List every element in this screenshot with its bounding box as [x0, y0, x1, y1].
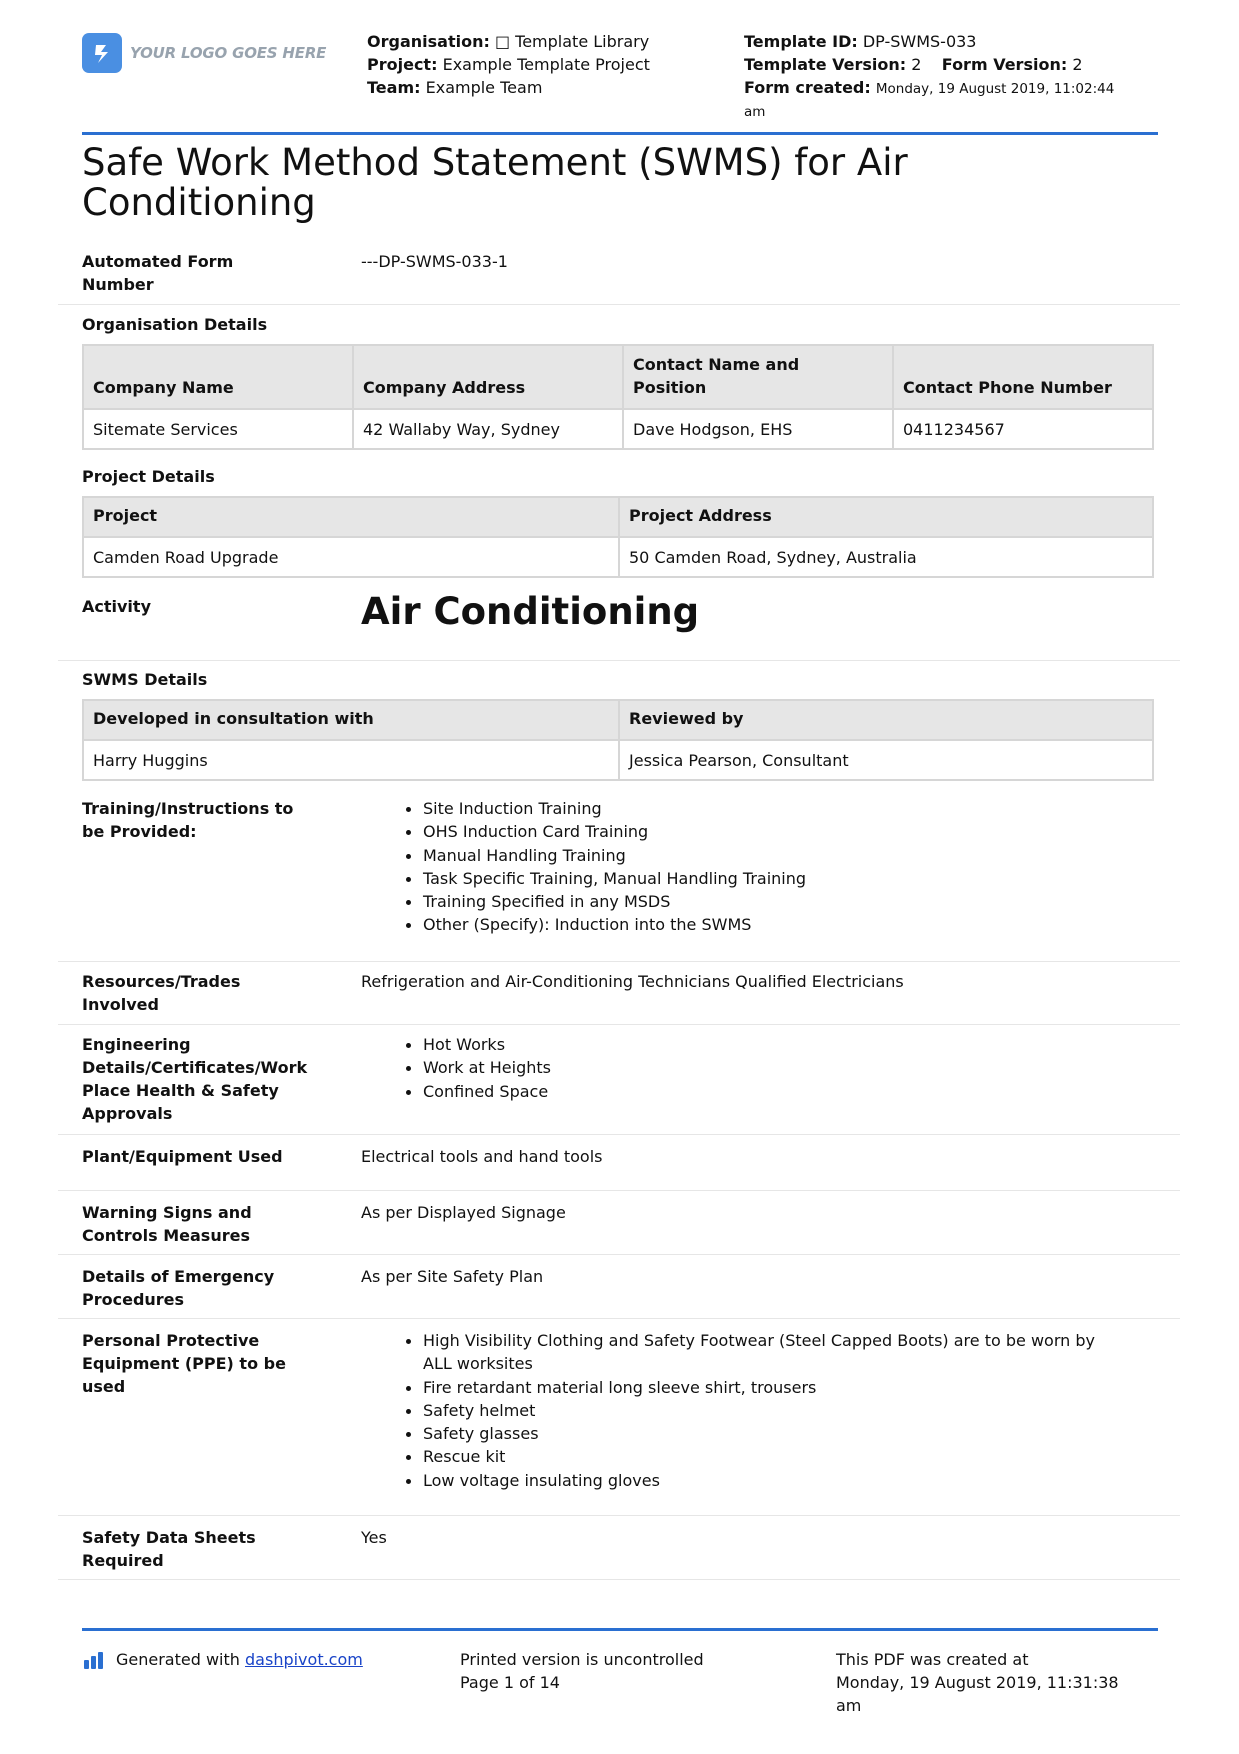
page-title-line-2: Conditioning [82, 181, 316, 224]
footer-printed-block [460, 1648, 704, 1694]
organisation-label: Organisation: [367, 32, 490, 51]
resources-label-2: Involved [82, 995, 159, 1014]
resources-value: Refrigeration and Air-Conditioning Technicians Qualified Electricians [361, 972, 904, 991]
divider [58, 1134, 1180, 1135]
th-project-address: Project Address [619, 497, 1153, 537]
dashpivot-bars-icon [84, 1652, 108, 1669]
th-project: Project [83, 497, 619, 537]
plant-value: Electrical tools and hand tools [361, 1147, 603, 1166]
table-cell: Jessica Pearson, Consultant [619, 740, 1153, 780]
th-company-name: Company Name [83, 345, 353, 409]
sds-label-2: Required [82, 1551, 164, 1570]
ppe-label [82, 1329, 286, 1398]
divider [58, 304, 1180, 305]
logo-icon [82, 33, 122, 73]
project-details-table [82, 496, 1154, 578]
engineering-label [82, 1033, 307, 1125]
resources-label-1: Resources/Trades [82, 972, 241, 991]
footer-generated-prefix: Generated with [116, 1650, 240, 1669]
engineering-list [363, 1033, 551, 1103]
project-details-title: Project Details [82, 467, 215, 486]
divider [58, 1024, 1180, 1025]
engineering-label-1: Engineering [82, 1035, 191, 1054]
table-row [83, 740, 1153, 780]
page-title-line-1: Safe Work Method Statement (SWMS) for Air [82, 141, 908, 184]
sds-value: Yes [361, 1528, 387, 1547]
table-cell: 50 Camden Road, Sydney, Australia [619, 537, 1153, 577]
engineering-label-3: Place Health & Safety [82, 1081, 279, 1100]
swms-details-title: SWMS Details [82, 670, 208, 689]
project-label: Project: [367, 55, 438, 74]
list-item: Task Specific Training, Manual Handling Training [423, 867, 806, 890]
footer-divider [82, 1628, 1158, 1631]
list-item: Low voltage insulating gloves [423, 1469, 1095, 1492]
list-item: Other (Specify): Induction into the SWMS [423, 913, 806, 936]
warning-value: As per Displayed Signage [361, 1203, 566, 1222]
training-label-1: Training/Instructions to [82, 799, 294, 818]
template-id-value: DP-SWMS-033 [862, 32, 977, 51]
form-number-label-2: Number [82, 275, 154, 294]
form-created-value-am: am [744, 104, 766, 120]
divider [58, 1515, 1180, 1516]
warning-label-1: Warning Signs and [82, 1203, 252, 1222]
footer-generated [116, 1648, 363, 1671]
ppe-label-2: Equipment (PPE) to be [82, 1354, 286, 1373]
divider [58, 1318, 1180, 1319]
header-org-block [367, 30, 650, 99]
emergency-value: As per Site Safety Plan [361, 1267, 544, 1286]
sds-label [82, 1526, 256, 1572]
header-divider [82, 132, 1158, 135]
divider [58, 961, 1180, 962]
training-label-2: be Provided: [82, 822, 197, 841]
ppe-label-3: used [82, 1377, 126, 1396]
emergency-label-2: Procedures [82, 1290, 185, 1309]
form-number-value: ---DP-SWMS-033-1 [361, 252, 508, 271]
list-item: Safety helmet [423, 1399, 1095, 1422]
th-contact-name [623, 345, 893, 409]
list-item: Rescue kit [423, 1445, 1095, 1468]
list-item: Hot Works [423, 1033, 551, 1056]
form-number-label-1: Automated Form [82, 252, 234, 271]
logo-text: YOUR LOGO GOES HERE [130, 44, 327, 62]
emergency-label [82, 1265, 274, 1311]
list-item: OHS Induction Card Training [423, 820, 806, 843]
footer-pdf-block [836, 1648, 1119, 1717]
organisation-details-table [82, 344, 1154, 450]
organisation-details-title: Organisation Details [82, 315, 268, 334]
form-version-label: Form Version: [941, 55, 1068, 74]
divider [58, 1254, 1180, 1255]
plant-label: Plant/Equipment Used [82, 1147, 283, 1166]
header-template-block [744, 30, 1114, 124]
footer-pdf-created-1: This PDF was created at [836, 1650, 1029, 1669]
dashpivot-link[interactable]: dashpivot.com [245, 1650, 363, 1669]
table-cell: 0411234567 [893, 409, 1153, 449]
divider [58, 1579, 1180, 1580]
th-contact-phone: Contact Phone Number [893, 345, 1153, 409]
project-value: Example Template Project [442, 55, 650, 74]
list-item: Safety glasses [423, 1422, 1095, 1445]
divider [58, 1190, 1180, 1191]
warning-label [82, 1201, 252, 1247]
team-value: Example Team [425, 78, 543, 97]
th-reviewed-by: Reviewed by [619, 700, 1153, 740]
activity-label: Activity [82, 597, 151, 616]
ppe-list [363, 1329, 1095, 1492]
table-cell: Camden Road Upgrade [83, 537, 619, 577]
table-cell: Dave Hodgson, EHS [623, 409, 893, 449]
training-list [363, 797, 806, 937]
ppe-item-line-1: High Visibility Clothing and Safety Footwear (Steel Capped Boots) are to be worn by [423, 1331, 1095, 1350]
ppe-item-line-2: ALL worksites [423, 1354, 533, 1374]
list-item: Training Specified in any MSDS [423, 890, 806, 913]
list-item: Confined Space [423, 1080, 551, 1103]
form-created-value: Monday, 19 August 2019, 11:02:44 [875, 81, 1115, 97]
th-contact-name-line-1: Contact Name and [633, 355, 800, 374]
template-id-label: Template ID: [744, 32, 858, 51]
team-label: Team: [367, 78, 421, 97]
table-cell: 42 Wallaby Way, Sydney [353, 409, 623, 449]
engineering-label-2: Details/Certificates/Work [82, 1058, 308, 1077]
table-row [83, 537, 1153, 577]
table-cell: Harry Huggins [83, 740, 619, 780]
ppe-label-1: Personal Protective [82, 1331, 260, 1350]
list-item: Site Induction Training [423, 797, 806, 820]
footer-page: Page 1 of 14 [460, 1673, 560, 1692]
list-item: Fire retardant material long sleeve shirt, trousers [423, 1376, 1095, 1399]
template-version-label: Template Version: [744, 55, 907, 74]
table-cell: Sitemate Services [83, 409, 353, 449]
list-item: Manual Handling Training [423, 844, 806, 867]
page-title [82, 143, 1142, 223]
form-created-label: Form created: [744, 78, 871, 97]
activity-value: Air Conditioning [361, 590, 700, 633]
resources-label [82, 970, 240, 1016]
form-version-value: 2 [1072, 55, 1083, 74]
training-label [82, 797, 293, 843]
table-row [83, 409, 1153, 449]
th-developed-with: Developed in consultation with [83, 700, 619, 740]
th-contact-name-line-2: Position [633, 378, 707, 397]
engineering-label-4: Approvals [82, 1104, 173, 1123]
form-number-label [82, 250, 233, 296]
footer-printed: Printed version is uncontrolled [460, 1650, 704, 1669]
organisation-value: □ Template Library [494, 32, 650, 51]
sds-label-1: Safety Data Sheets [82, 1528, 256, 1547]
footer-pdf-created-2: Monday, 19 August 2019, 11:31:38 [836, 1673, 1119, 1692]
template-version-value: 2 [911, 55, 922, 74]
divider [58, 660, 1180, 661]
emergency-label-1: Details of Emergency [82, 1267, 275, 1286]
list-item: Work at Heights [423, 1056, 551, 1079]
swms-details-table [82, 699, 1154, 781]
warning-label-2: Controls Measures [82, 1226, 250, 1245]
th-company-address: Company Address [353, 345, 623, 409]
list-item [423, 1329, 1095, 1376]
footer-pdf-created-3: am [836, 1696, 862, 1715]
